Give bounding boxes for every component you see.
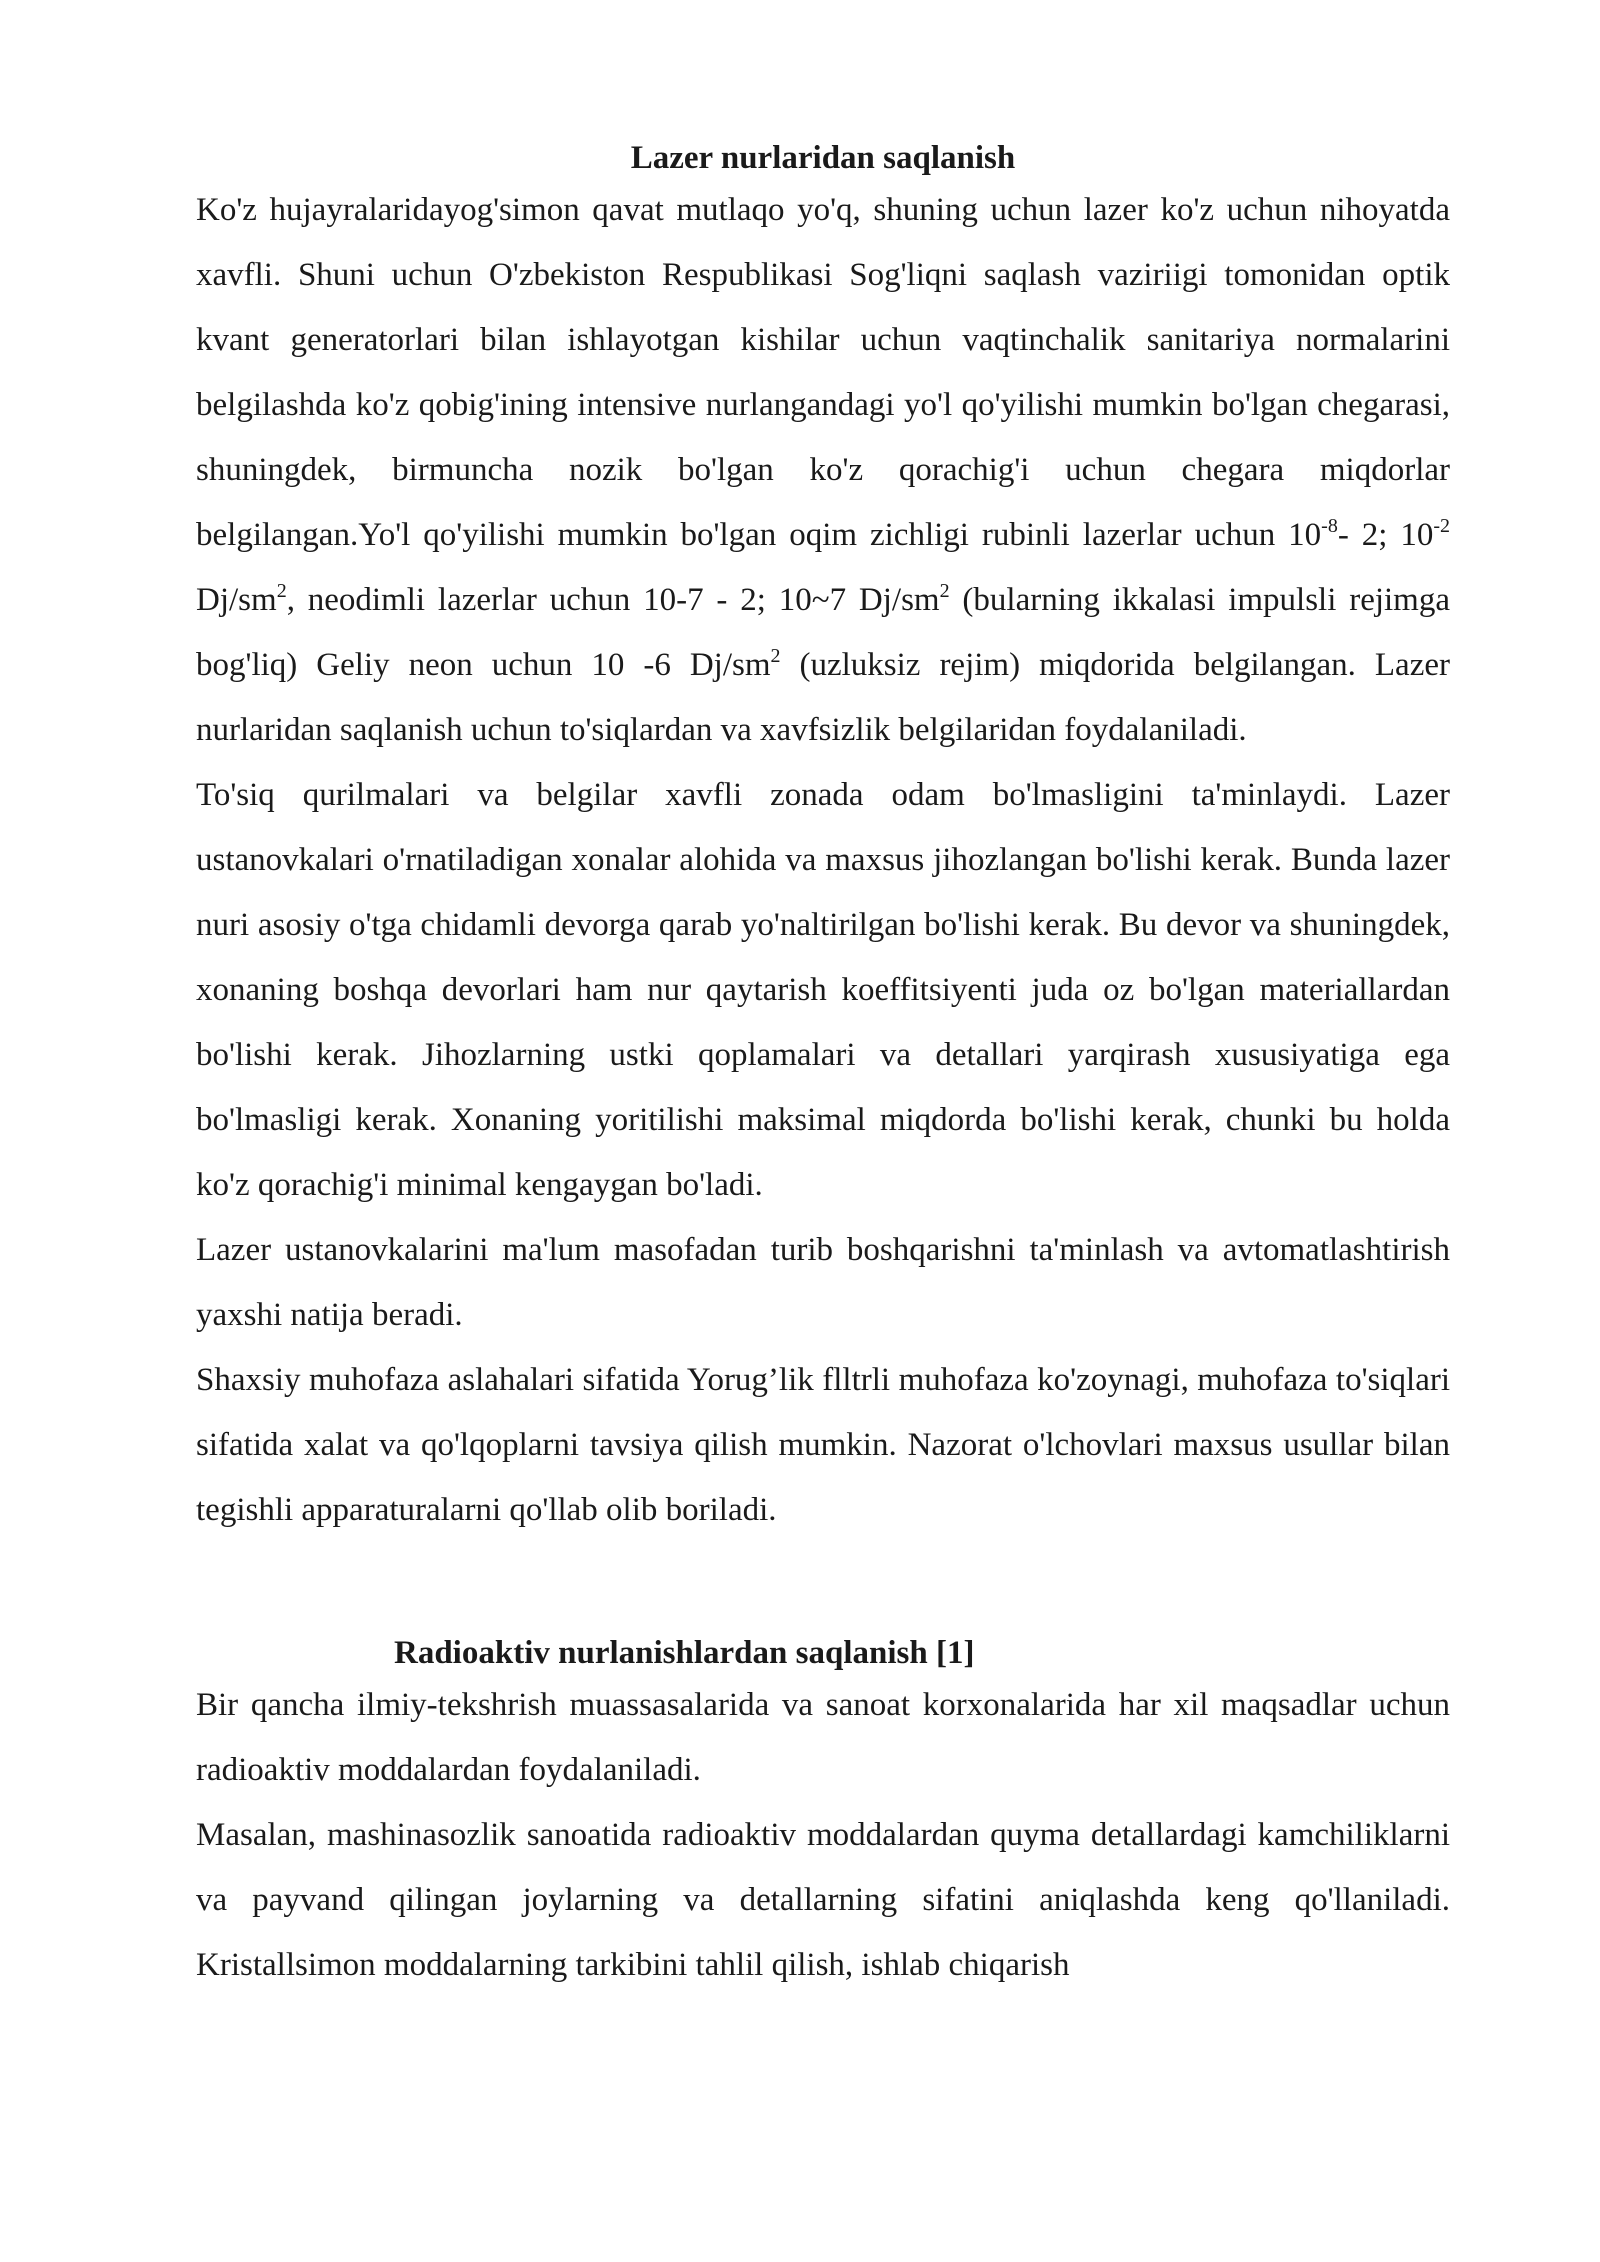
text-run: (uzluksiz rejim) miqdorida belgilangan. Lazer nurlaridan saqlanish uchun to'siqlardan va xavfsizlik belgilaridan foydalaniladi. xyxy=(196,647,1450,748)
text-run: , neodimli lazerlar uchun 10-7 - 2; 10~7 Dj/sm xyxy=(286,582,940,618)
text-run: Ko'z hujayralaridayog'simon qavat mutlaqo yo'q, shuning uchun lazer ko'z uchun nihoyatda xavfli. Shuni uchun O'zbekiston Respublikasi Sog'liqni saqlash vaziriigi tomonidan optik kvant generatorlari bilan ishlayotgan kishilar uchun vaqtinchalik sanitariya normalarini belgilashda ko'z qobig'ining intensive nurlangandagi yo'l qo'yilishi mumkin bo'lgan chegarasi, shuningdek, birmuncha nozik bo'lgan ko'z qorachig'i uchun chegara miqdorlar belgilangan.Yo'l qo'yilishi mumkin bo'lgan oqim zichligi rubinli lazerlar uchun 10 xyxy=(196,192,1450,553)
superscript: 2 xyxy=(276,580,287,602)
paragraph-barriers: To'siq qurilmalari va belgilar xavfli zonada odam bo'lmasligini ta'minlaydi. Lazer ustanovkalari o'rnatiladigan xonalar alohida va maxsus jihozlangan bo'lishi kerak. Bunda lazer nuri asosiy o'tga chidamli devorga qarab yo'naltirilgan bo'lishi kerak. Bu devor va shuningdek, xonaning boshqa devorlari ham nur qaytarish koeffitsiyenti juda oz bo'lgan materiallardan bo'lishi kerak. Jihozlarning ustki qoplamalari va detallari yarqirash xususiyatiga ega bo'lmasligi kerak. Xonaning yoritilishi maksimal miqdorda bo'lishi kerak, chunki bu holda ko'z qorachig'i minimal kengaygan bo'ladi. xyxy=(196,777,1450,1203)
text-run: - 2; 10 xyxy=(1337,517,1434,553)
paragraph-radioactive-example: Masalan, mashinasozlik sanoatida radioaktiv moddalardan quyma detallardagi kamchiliklarni va payvand qilingan joylarning va detallarning sifatini aniqlashda keng qo'llaniladi. Kristallsimon moddalarning tarkibini tahlil qilish, ishlab chiqarish xyxy=(196,1817,1450,1983)
superscript: 2 xyxy=(939,580,950,602)
paragraph-personal-protection: Shaxsiy muhofaza aslahalari sifatida Yorug’lik flltrli muhofaza ko'zoynagi, muhofaza to'siqlari sifatida xalat va qo'lqoplarni tavsiya qilish mumkin. Nazorat o'lchovlari maxsus usullar bilan tegishli apparaturalarni qo'llab olib boriladi. xyxy=(196,1362,1450,1528)
paragraph-radioactive-intro: Bir qancha ilmiy-tekshrish muassasalarida va sanoat korxonalarida har xil maqsadlar uchun radioaktiv moddalardan foydalaniladi. xyxy=(196,1687,1450,1788)
section-spacer xyxy=(196,1543,1450,1633)
paragraph-remote-control: Lazer ustanovkalarini ma'lum masofadan turib boshqarishni ta'minlash va avtomatlashtirish yaxshi natija beradi. xyxy=(196,1232,1450,1333)
superscript: 2 xyxy=(770,645,781,667)
section-title-laser: Lazer nurlaridan saqlanish xyxy=(630,140,1016,176)
text-run: Dj/sm xyxy=(196,582,277,618)
superscript: -8 xyxy=(1321,515,1338,537)
document-body xyxy=(196,138,1450,1998)
paragraph-laser-intro xyxy=(196,178,1450,763)
superscript: -2 xyxy=(1433,515,1450,537)
section-title-radioactive: Radioaktiv nurlanishlardan saqlanish [1] xyxy=(394,1635,975,1671)
text-run: (bularning ikkalasi impulsli rejimga bog'liq) Geliy neon uchun 10 -6 Dj/sm xyxy=(196,582,1450,683)
